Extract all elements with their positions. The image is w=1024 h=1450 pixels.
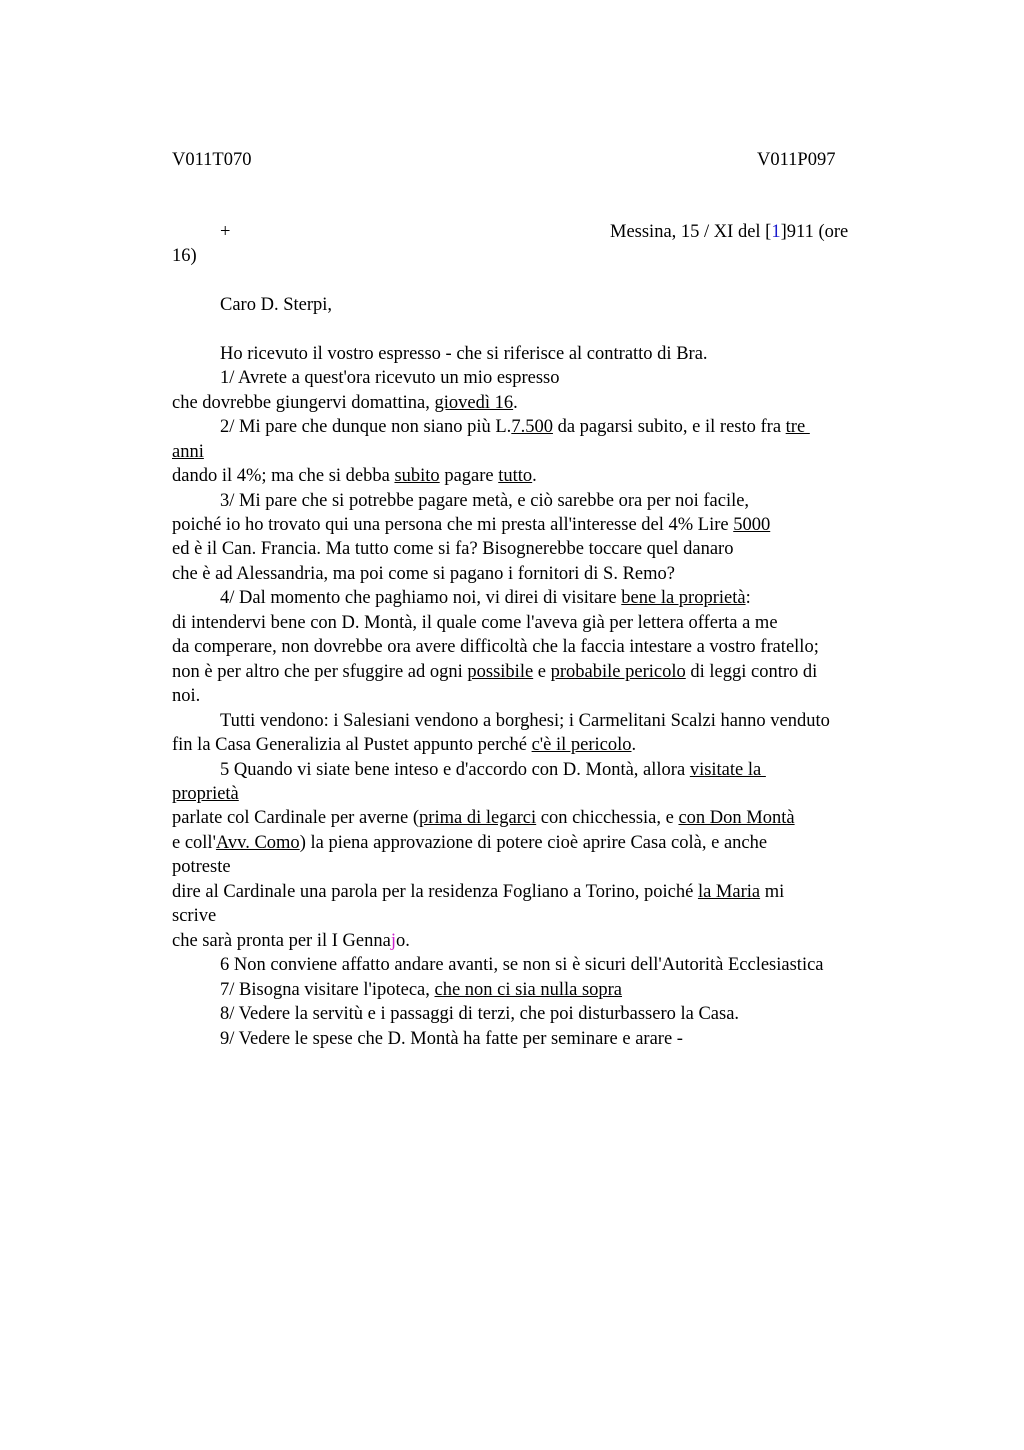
document-ref-right: V011P097 (757, 150, 836, 170)
paragraph-line: noi. (172, 686, 201, 706)
paragraph-line: parlate col Cardinale per averne (prima di legarci con chicchessia, e con Don Montà (172, 808, 795, 828)
paragraph-line: non è per altro che per sfuggire ad ogni possibile e probabile pericolo di leggi contro di (172, 662, 818, 682)
paragraph-line: scrive (172, 906, 217, 926)
paragraph-line: 3/ Mi pare che si potrebbe pagare metà, e ciò sarebbe ora per noi facile, (220, 491, 750, 511)
paragraph-line: di intendervi bene con D. Montà, il quale come l'aveva già per lettera offerta a me (172, 613, 778, 633)
paragraph-line: 6 Non conviene affatto andare avanti, se non si è sicuri dell'Autorità Ecclesiastica (220, 955, 824, 975)
paragraph-line: potreste (172, 857, 231, 877)
paragraph-line: da comperare, non dovrebbe ora avere difficoltà che la faccia intestare a vostro fratello; (172, 637, 819, 657)
paragraph-line: 2/ Mi pare che dunque non siano più L.7.500 da pagarsi subito, e il resto fra tre (220, 417, 810, 437)
paragraph-line: ed è il Can. Francia. Ma tutto come si fa? Bisognerebbe toccare quel danaro (172, 539, 734, 559)
paragraph-line: che è ad Alessandria, ma poi come si pagano i fornitori di S. Remo? (172, 564, 675, 584)
cross-mark: + (220, 222, 231, 242)
paragraph-line: che sarà pronta per il I Gennajo. (172, 931, 410, 951)
paragraph-line: 1/ Avrete a quest'ora ricevuto un mio espresso (220, 368, 560, 388)
paragraph-line: e coll'Avv. Como) la piena approvazione di potere cioè aprire Casa colà, e anche (172, 833, 768, 853)
place-date-continuation: 16) (172, 246, 197, 266)
paragraph-line: 4/ Dal momento che paghiamo noi, vi direi di visitare bene la proprietà: (220, 588, 751, 608)
paragraph-line: 5 Quando vi siate bene inteso e d'accordo con D. Montà, allora visitate la (220, 760, 766, 780)
paragraph-line: 9/ Vedere le spese che D. Montà ha fatte per seminare e arare - (220, 1029, 683, 1049)
paragraph-line: proprietà (172, 784, 239, 804)
greeting: Caro D. Sterpi, (220, 295, 333, 315)
paragraph-line: Tutti vendono: i Salesiani vendono a borghesi; i Carmelitani Scalzi hanno venduto (220, 711, 830, 731)
place-date: Messina, 15 / XI del [1]911 (ore (610, 222, 849, 242)
paragraph-line: dire al Cardinale una parola per la residenza Fogliano a Torino, poiché la Maria mi (172, 882, 785, 902)
paragraph-line: poiché io ho trovato qui una persona che mi presta all'interesse del 4% Lire 5000 (172, 515, 771, 535)
paragraph-line: 7/ Bisogna visitare l'ipoteca, che non ci sia nulla sopra (220, 980, 623, 1000)
paragraph-line: 8/ Vedere la servitù e i passaggi di terzi, che poi disturbassero la Casa. (220, 1004, 740, 1024)
paragraph-line: anni (172, 442, 204, 462)
paragraph-line: che dovrebbe giungervi domattina, giovedì 16. (172, 393, 518, 413)
paragraph-line: Ho ricevuto il vostro espresso - che si riferisce al contratto di Bra. (220, 344, 708, 364)
paragraph-line: dando il 4%; ma che si debba subito pagare tutto. (172, 466, 537, 486)
paragraph-line: fin la Casa Generalizia al Pustet appunto perché c'è il pericolo. (172, 735, 637, 755)
document-ref-left: V011T070 (172, 150, 252, 170)
